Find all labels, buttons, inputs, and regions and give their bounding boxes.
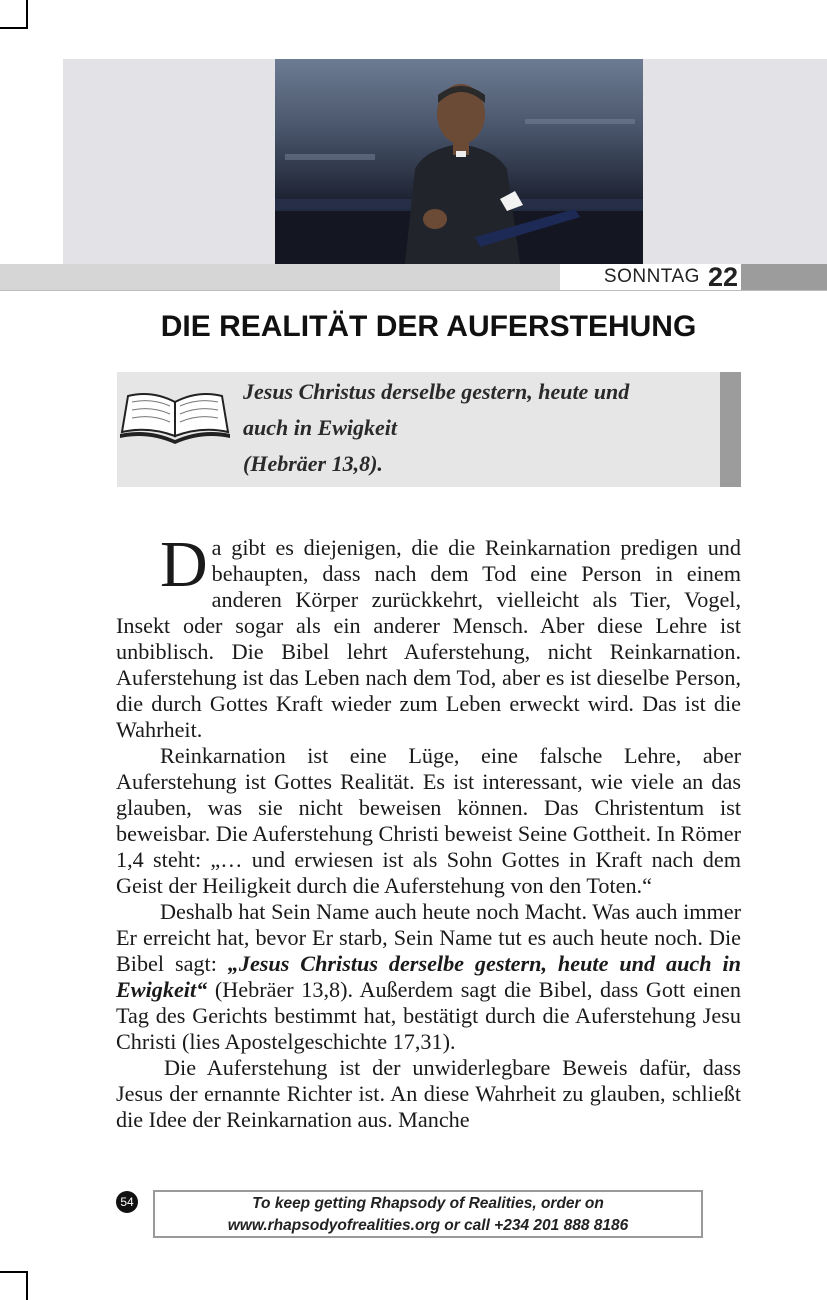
order-info-box	[153, 1190, 703, 1238]
speaker-illustration	[275, 59, 643, 264]
verse-reference: (Hebräer 13,8).	[243, 451, 383, 476]
verse-line-2: auch in Ewigkeit	[243, 415, 398, 440]
crop-mark-bottom-left	[0, 1271, 27, 1273]
article-body	[116, 528, 741, 1133]
day-number: 22	[707, 261, 738, 292]
paragraph-3-text-b: (Hebräer 13,8). Außerdem sagt die Bibel, dass Gott einen Tag des Gerichts bestimmt hat, bestätigt durch die Auferstehung Jesu Christi (lies Apostelgeschichte 17,31).	[116, 977, 741, 1054]
paragraph-2: Reinkarnation ist eine Lüge, eine falsche Lehre, aber Auferstehung ist Gottes Realität. Es ist interessant, wie viele an das glauben, was sie nicht beweisen können. Das Christentum ist beweisbar. Die Auferstehung Christi beweist Seine Gottheit. In Römer 1,4 steht: „… und erwiesen ist als Sohn Gottes in Kraft nach dem Geist der Heiligkeit durch die Auferstehung von den Toten.“	[116, 743, 741, 898]
crop-mark-top-left-vertical	[26, 0, 28, 29]
page-title: DIE REALITÄT DER AUFERSTEHUNG	[160, 310, 697, 343]
day-band-accent	[741, 264, 827, 290]
page-number: 54	[116, 1191, 138, 1213]
paragraph-1	[116, 528, 741, 743]
day-label	[560, 262, 738, 292]
verse-line-1: Jesus Christus derselbe gestern, heute und	[243, 379, 630, 404]
day-name: SONNTAG	[603, 266, 700, 287]
header-photo	[275, 59, 643, 264]
paragraph-4: Die Auferstehung ist der unwiderlegbare Beweis dafür, dass Jesus der ernannte Richter ist. An diese Wahrheit zu glauben, schließt die Idee der Reinkarnation aus. Manche	[116, 1055, 741, 1132]
scripture-quote: „Jesus Christus derselbe gestern, heute und auch in Ewigkeit“	[116, 951, 741, 1002]
crop-mark-top-left	[0, 27, 27, 29]
order-line-2: www.rhapsodyofrealities.org or call +234 201 888 8186	[227, 1217, 629, 1234]
paragraph-1-text: a gibt es diejenigen, die die Reinkarnation predigen und behaupten, dass nach dem Tod eine Person in einem anderen Körper zurückkehrt, vielleicht als Tier, Vogel, Insekt oder sogar als ein anderer Mensch. Aber diese Lehre ist unbiblisch. Die Bibel lehrt Auferstehung, nicht Reinkarnation. Auferstehung ist das Leben nach dem Tod, aber es ist dieselbe Person, die durch Gottes Kraft wieder zum Leben erweckt wird. Das ist die Wahrheit.	[116, 535, 741, 742]
crop-mark-bottom-left-vertical	[26, 1271, 28, 1300]
open-book-icon	[118, 388, 232, 446]
paragraph-3	[116, 899, 741, 1055]
paragraph-3-text-a: Deshalb hat Sein Name auch heute noch Macht. Was auch immer Er erreicht hat, bevor Er starb, Sein Name tut es auch heute noch. Die Bibel sagt:	[116, 899, 741, 976]
verse-text	[243, 374, 719, 482]
drop-cap: D	[160, 528, 208, 601]
verse-box-accent-bar	[720, 372, 741, 487]
order-line-1: To keep getting Rhapsody of Realities, order on	[252, 1195, 604, 1212]
